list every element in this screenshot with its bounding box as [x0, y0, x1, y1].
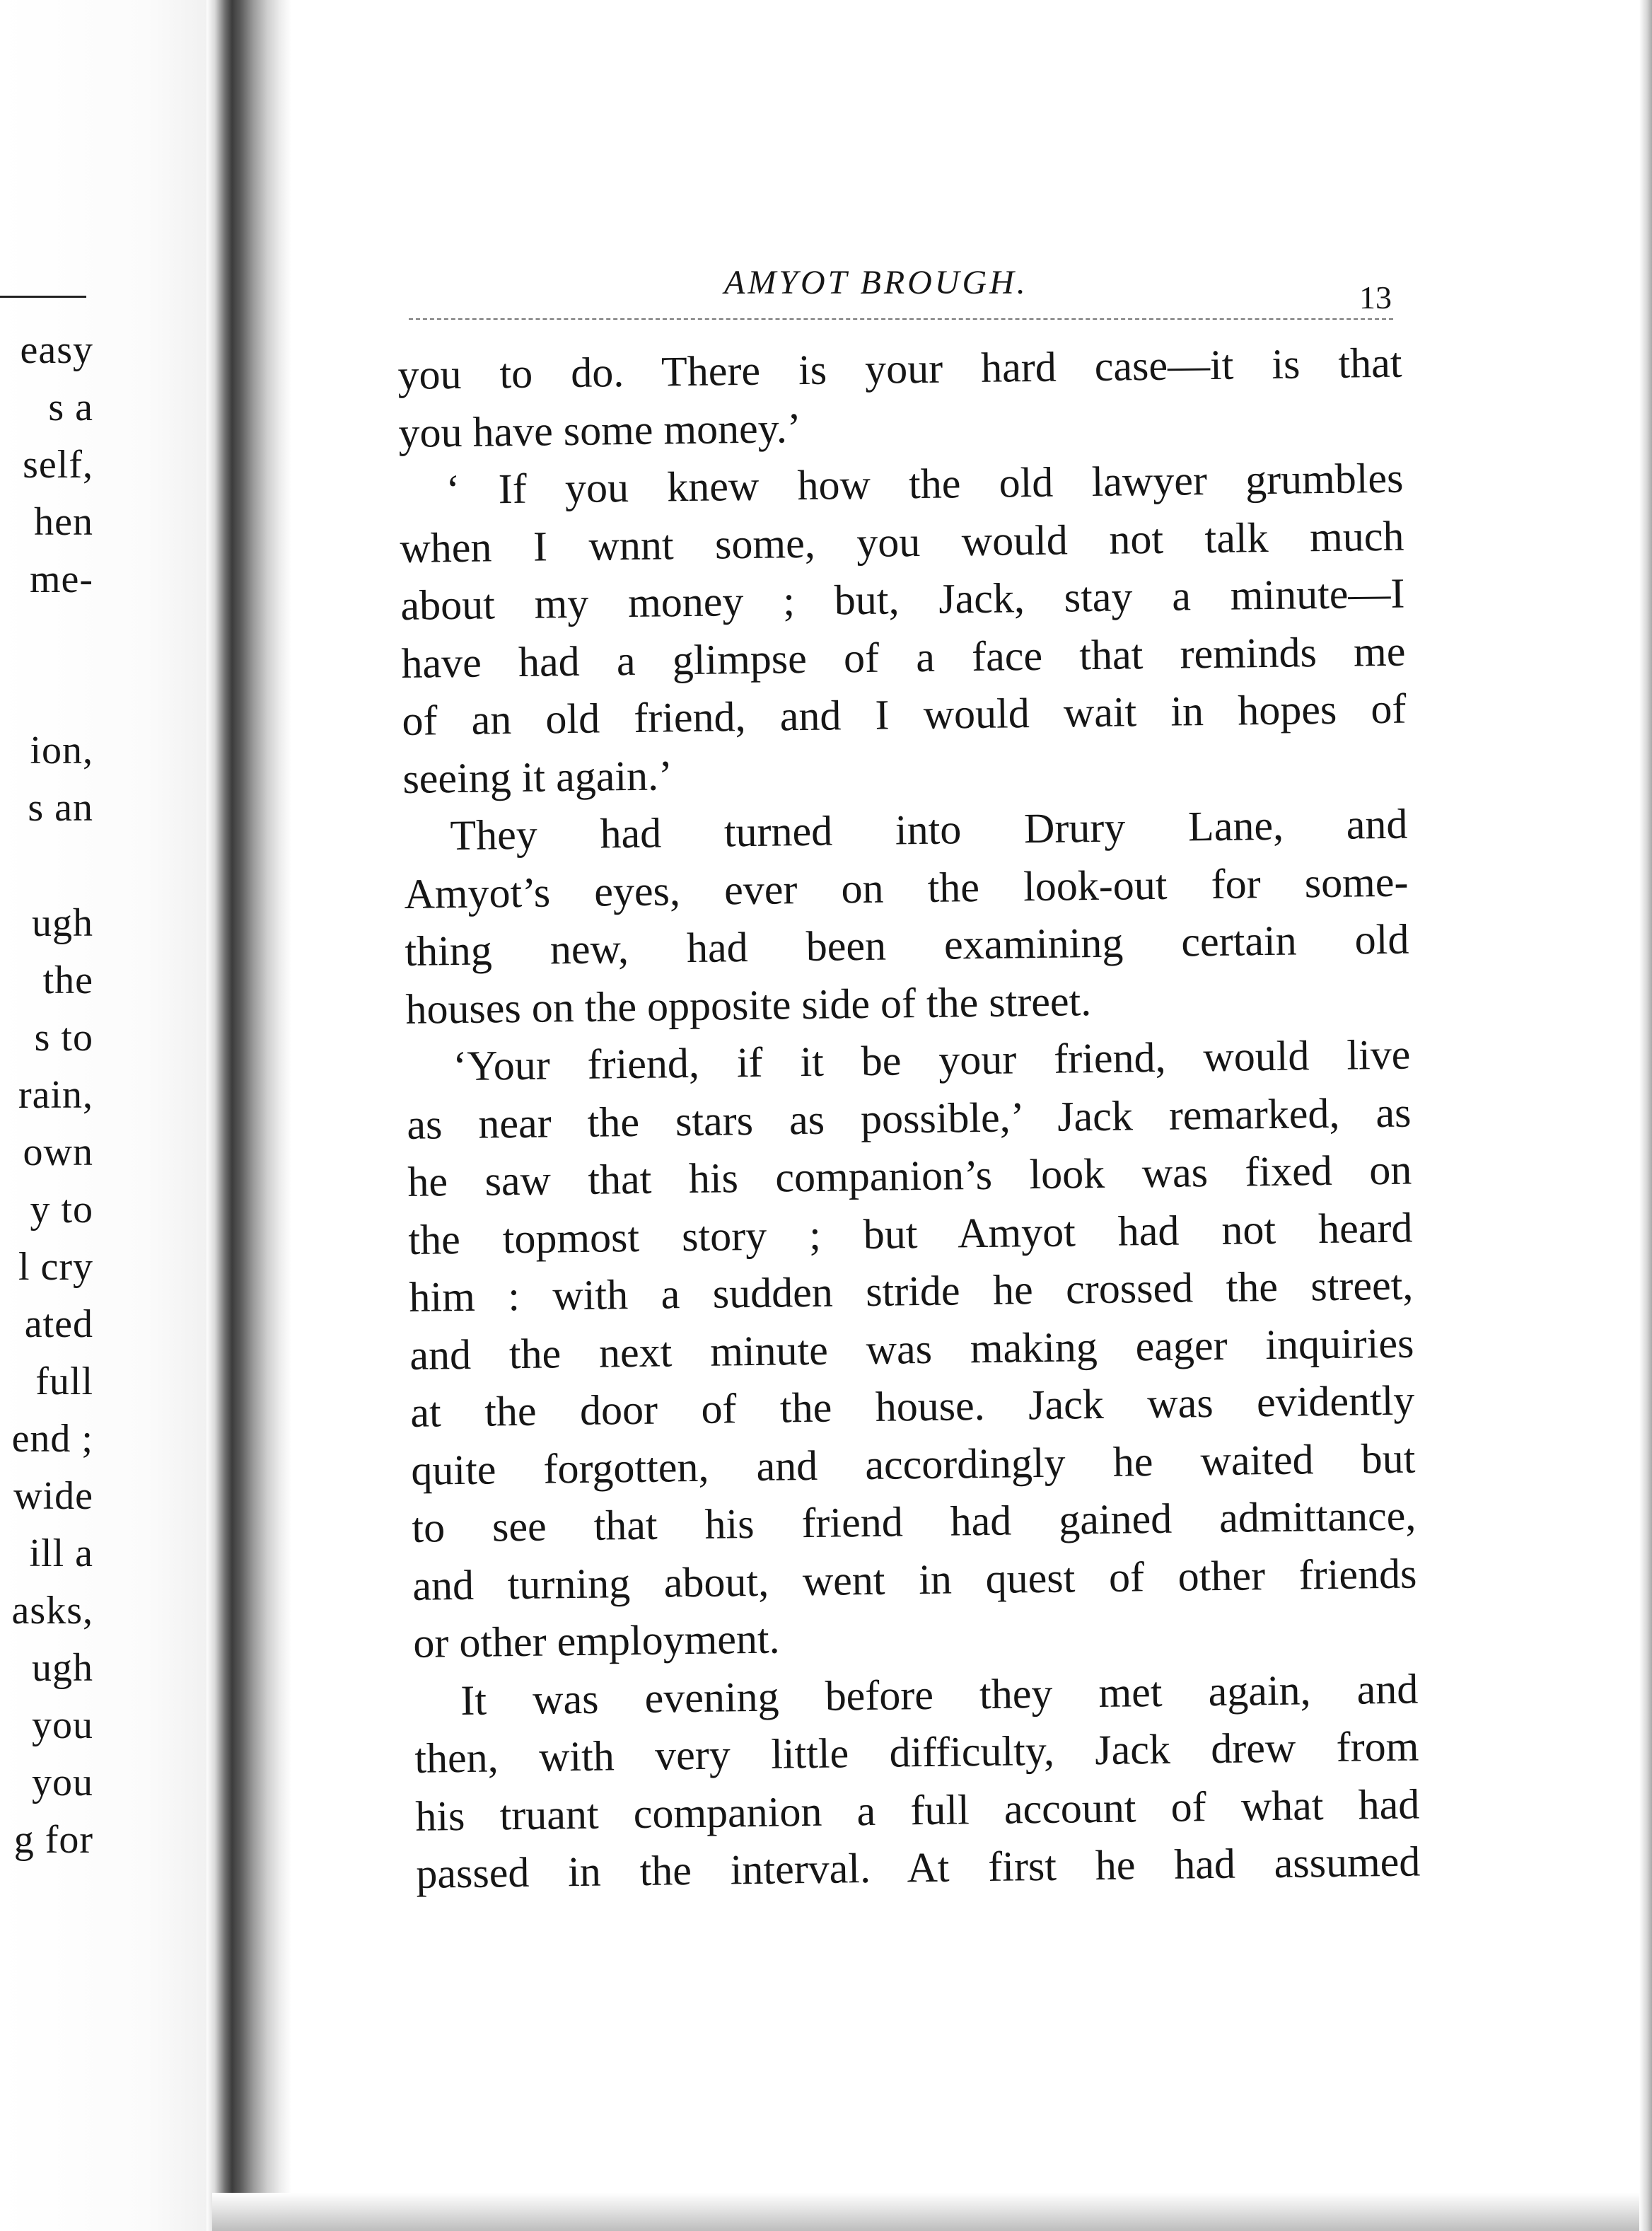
previous-page-line: the: [42, 958, 93, 1002]
previous-page-fragment: [0, 0, 212, 2231]
text-line: or other employment.: [412, 1615, 780, 1667]
text-line: and the next minute was making eager inquiries: [409, 1319, 1414, 1379]
running-head: AMYOT BROUGH.: [724, 264, 1028, 301]
previous-page-line: you: [32, 1761, 93, 1804]
text-line: you have some money.’: [398, 404, 802, 456]
text-line: passed in the interval. At first he had assumed: [415, 1838, 1421, 1897]
previous-page-line: you: [32, 1703, 93, 1747]
book-gutter-shadow: [206, 0, 291, 2231]
text-line: ‘Your friend, if it be your friend, would live: [453, 1031, 1411, 1090]
text-line: houses on the opposite side of the street.: [405, 977, 1092, 1033]
text-line: he saw that his companion’s look was fixed on: [407, 1146, 1412, 1205]
text-line: and turning about, went in quest of other friends: [412, 1550, 1417, 1609]
text-line: ‘ If you knew how the old lawyer grumbles: [446, 454, 1404, 514]
text-line: to see that his friend had gained admittance,: [411, 1492, 1417, 1551]
text-line: then, with very little difficulty, Jack drew from: [414, 1722, 1419, 1782]
text-line: the topmost story ; but Amyot had not heard: [408, 1204, 1413, 1263]
previous-page-line: end ;: [11, 1417, 93, 1461]
text-line: you to do. There is your hard case—it is that: [397, 339, 1402, 398]
previous-page-line: self,: [23, 443, 93, 487]
previous-page-line: ion,: [30, 729, 93, 772]
previous-page-line: ugh: [32, 1646, 93, 1690]
text-line: of an old friend, and I would wait in hopes of: [402, 685, 1407, 744]
previous-page-line: l cry: [18, 1245, 93, 1289]
previous-page-rule: [0, 296, 86, 298]
previous-page-line: wide: [13, 1474, 93, 1518]
previous-page-line: me-: [29, 557, 93, 601]
text-line: about my money ; but, Jack, stay a minute—I: [400, 569, 1405, 629]
text-line: when I wnnt some, you would not talk much: [400, 512, 1404, 572]
previous-page-line: easy: [20, 328, 93, 372]
previous-page-line: ated: [24, 1302, 93, 1346]
header-rule: [409, 318, 1393, 320]
page-right-edge: [1639, 0, 1652, 2231]
previous-page-line: hen: [34, 500, 93, 544]
previous-page-line: full: [35, 1360, 93, 1403]
previous-page-line: g for: [13, 1818, 93, 1862]
page-number: 13: [1359, 279, 1392, 315]
previous-page-line: s a: [48, 386, 93, 429]
text-line: seeing it again.’: [402, 751, 673, 802]
text-line: his truant companion a full account of what had: [414, 1780, 1420, 1840]
previous-page-line: y to: [30, 1188, 93, 1232]
text-line: have had a glimpse of a face that reminds me: [401, 627, 1406, 687]
previous-page-line: s to: [34, 1016, 93, 1060]
previous-page-line: rain,: [18, 1073, 93, 1117]
text-line: him : with a sudden stride he crossed the street,: [409, 1261, 1414, 1321]
previous-page-line: ugh: [32, 901, 93, 945]
previous-page-line: ill a: [29, 1531, 93, 1575]
text-line: quite forgotten, and accordingly he waited but: [411, 1435, 1416, 1494]
book-page: [291, 0, 1649, 2193]
page-bottom-shadow: [212, 2193, 1652, 2231]
text-line: They had turned into Drury Lane, and: [450, 800, 1408, 859]
previous-page-line: own: [23, 1130, 93, 1174]
text-line: as near the stars as possible,’ Jack remarked, as: [407, 1089, 1412, 1148]
body-text: [397, 335, 1421, 1903]
previous-page-line: asks,: [11, 1589, 93, 1633]
text-line: at the door of the house. Jack was evidently: [410, 1377, 1415, 1436]
text-line: It was evening before they met again, and: [460, 1665, 1419, 1724]
text-line: Amyot’s eyes, ever on the look-out for some-: [404, 858, 1409, 917]
text-line: thing new, had been examining certain old: [405, 915, 1409, 975]
previous-page-line: s an: [28, 786, 93, 830]
